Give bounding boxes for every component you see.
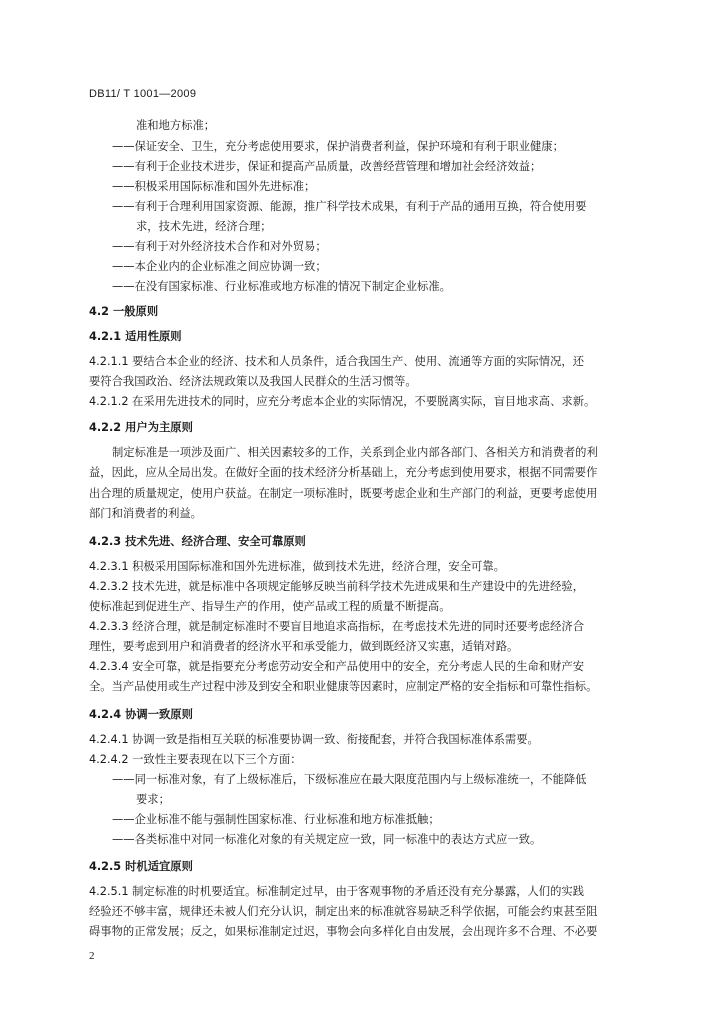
clause-text: 4.2.1.2 在采用先进技术的同时，应充分考虑本企业的实际情况，不要脱离实际，盲目地求高、求新。 [89,395,596,408]
clause-text: 经验还不够丰富，规律还未被人们充分认识，制定出来的标准就容易缺乏科学依据，可能会约束甚至阻 [89,905,598,918]
clause-text: 4.2.3.2 技术先进，就是标准中各项规定能够反映当前科学技术先进成果和生产建设中的先进经验， [89,580,584,593]
clause-text: 4.2.5.1 制定标准的时机要适宜。标准制定过早，由于客观事物的矛盾还没有充分暴露，人们的实践 [89,885,584,898]
list-item: ——积极采用国际标准和国外先进标准； [112,180,316,193]
list-item: ——在没有国家标准、行业标准或地方标准的情况下制定企业标准。 [112,280,451,293]
list-item: ——同一标准对象，有了上级标准后，下级标准应在最大限度范围内与上级标准统一，不能降低 [112,773,587,786]
paragraph-text: 制定标准是一项涉及面广、相关因素较多的工作，关系到企业内部各部门、各相关方和消费者的利 [112,446,598,459]
clause-text: 碍事物的正常发展；反之，如果标准制定过迟，事物会向多样化自由发展，会出现许多不合理、不必要 [89,925,598,938]
clause-text: 4.2.3.4 安全可靠，就是指要充分考虑劳动安全和产品使用中的安全，充分考虑人民的生命和财产安 [89,660,584,673]
paragraph-text: 出合理的质量规定，使用户获益。在制定一项标准时，既要考虑企业和生产部门的利益，更要考虑使用 [89,487,598,500]
paragraph-text: 部门和消费者的利益。 [89,507,202,520]
list-item: ——有利于合理利用国家资源、能源，推广科学技术成果，有利于产品的通用互换，符合使用要 [112,200,587,213]
clause-text: 4.2.3.1 积极采用国际标准和国外先进标准，做到技术先进，经济合理，安全可靠。 [89,560,505,573]
text-line: 求，技术先进，经济合理； [136,220,272,233]
clause-text: 理性，要考虑到用户和消费者的经济水平和承受能力，做到既经济又实惠，适销对路。 [89,640,519,653]
section-heading: 4.2.3 技术先进、经济合理、安全可靠原则 [89,535,306,548]
section-heading: 4.2.1 适用性原则 [89,330,182,343]
clause-text: 4.2.3.3 经济合理，就是制定标准时不要盲目地追求高指标，在考虑技术先进的同时还要考虑经济合 [89,620,584,633]
text-line: 准和地方标准； [136,119,216,132]
section-heading: 4.2.2 用户为主原则 [89,421,193,434]
text-line: 要求； [136,793,170,806]
section-heading: 4.2 一般原则 [89,305,159,318]
section-heading: 4.2.4 协调一致原则 [89,708,193,721]
list-item: ——保证安全、卫生，充分考虑使用要求，保护消费者利益，保护环境和有利于职业健康； [112,140,564,153]
clause-text: 4.2.4.2 一致性主要表现在以下三个方面： [89,753,302,766]
clause-text: 全。当产品使用或生产过程中涉及到安全和职业健康等因素时，应制定严格的安全指标和可靠性指标。 [89,680,598,693]
list-item: ——企业标准不能与强制性国家标准、行业标准和地方标准抵触； [112,813,440,826]
list-item: ——各类标准中对同一标准化对象的有关规定应一致，同一标准中的表达方式应一致。 [112,833,542,846]
list-item: ——有利于对外经济技术合作和对外贸易； [112,240,327,253]
paragraph-text: 益，因此，应从全局出发。在做好全面的技术经济分析基础上，充分考虑到使用要求，根据不同需要作 [89,466,598,479]
page-number: 2 [89,950,95,962]
clause-text: 4.2.1.1 要结合本企业的经济、技术和人员条件，适合我国生产、使用、流通等方面的实际情况，还 [89,355,584,368]
clause-text: 4.2.4.1 协调一致是指相互关联的标准要协调一致、衔接配套，并符合我国标准体系需要。 [89,733,539,746]
section-heading: 4.2.5 时机适宜原则 [89,860,193,873]
clause-text: 使标准起到促进生产、指导生产的作用，使产品或工程的质量不断提高。 [89,600,451,613]
list-item: ——本企业内的企业标准之间应协调一致； [112,260,327,273]
standard-number-header: DB11/ T 1001—2009 [89,88,197,100]
clause-text: 要符合我国政治、经济法规政策以及我国人民群众的生活习惯等。 [89,375,417,388]
list-item: ——有利于企业技术进步，保证和提高产品质量，改善经营管理和增加社会经济效益； [112,160,542,173]
